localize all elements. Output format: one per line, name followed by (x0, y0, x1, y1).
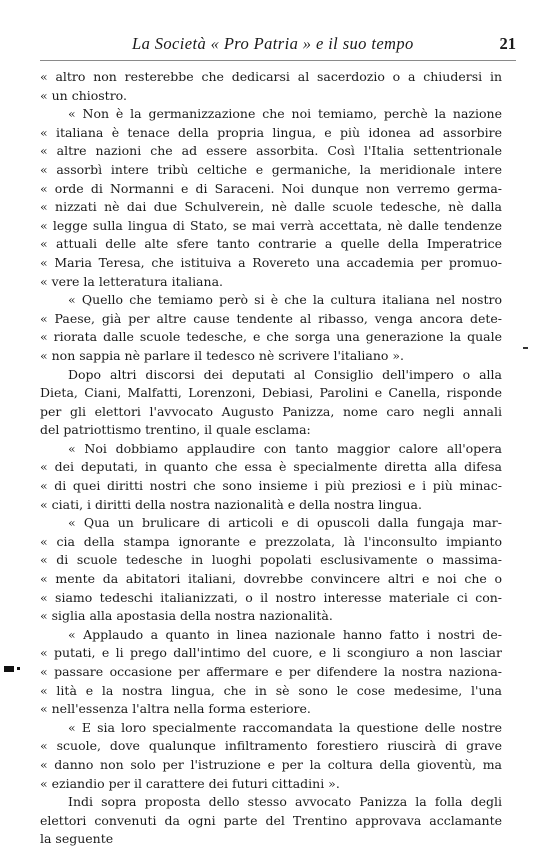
text-line: « altre nazioni che ad essere assorbita. Così l'Italia settentrionale (40, 143, 502, 159)
text-line: la seguente (40, 831, 114, 847)
scan-speck (523, 347, 528, 349)
scan-speck (17, 667, 20, 670)
text-line: « Paese, già per altre cause tendente al ribasso, venga ancora dete- (40, 310, 502, 326)
text-line: « di scuole tedesche in luoghi popolati esclusivamente o massima- (40, 552, 502, 568)
text-line: elettori convenuti da ogni parte del Trentino approvava acclamante (40, 812, 502, 828)
body-text (40, 68, 502, 849)
text-line: « non sappia nè parlare il tedesco nè scrivere l'italiano ». (40, 347, 405, 363)
text-line: « mente da abitatori italiani, dovrebbe convincere altri e noi che o (40, 571, 502, 587)
text-line: « putati, e li prego dall'intimo del cuore, e li scongiuro a non lasciar (40, 645, 502, 661)
header-rule (40, 60, 516, 61)
text-line: « lità e la nostra lingua, che in sè sono le cose medesime, l'una (40, 682, 502, 698)
text-line: Dopo altri discorsi dei deputati al Consiglio dell'impero o alla (68, 366, 502, 382)
text-line: « nell'essenza l'altra nella forma esteriore. (40, 701, 311, 717)
text-line: « eziandio per il carattere dei futuri cittadini ». (40, 775, 340, 791)
running-title: La Società « Pro Patria » e il suo tempo (132, 34, 414, 53)
text-line: « italiana è tenace della propria lingua, e più idonea ad assorbire (40, 124, 502, 140)
text-line: « Noi dobbiamo applaudire con tanto maggior calore all'opera (68, 440, 502, 456)
page-number: 21 (499, 34, 516, 53)
text-line: « cia della stampa ignorante e prezzolata, là l'inconsulto impianto (40, 533, 502, 549)
text-line: Indi sopra proposta dello stesso avvocato Panizza la folla degli (68, 794, 502, 810)
text-line: per gli elettori l'avvocato Augusto Panizza, nome caro negli annali (40, 403, 502, 419)
running-header (40, 34, 516, 56)
text-line: « assorbì intere tribù celtiche e germaniche, la meridionale intere (40, 161, 502, 177)
text-line: « siamo tedeschi italianizzati, o il nostro interesse materiale ci con- (40, 589, 502, 605)
text-line: « Maria Teresa, che istituiva a Rovereto una accademia per promuo- (40, 254, 502, 270)
text-line: « orde di Normanni e di Saraceni. Noi dunque non verremo germa- (40, 180, 502, 196)
text-line: « Non è la germanizzazione che noi temiamo, perchè la nazione (68, 106, 502, 122)
text-line: « altro non resterebbe che dedicarsi al sacerdozio o a chiudersi in (40, 69, 502, 84)
text-line: « legge sulla lingua di Stato, se mai verrà accettata, nè dalle tendenze (40, 217, 502, 233)
text-line: « dei deputati, in quanto che essa è specialmente diretta alla difesa (40, 459, 502, 475)
text-line: del patriottismo trentino, il quale esclama: (40, 422, 311, 438)
text-line: « riorata dalle scuole tedesche, e che sorga una generazione la quale (40, 329, 502, 345)
text-line: « vere la letteratura italiana. (40, 273, 223, 289)
text-line: « Qua un brulicare di articoli e di opuscoli dalla fungaja mar- (68, 515, 502, 531)
text-line: « danno non solo per l'istruzione e per la coltura della gioventù, ma (40, 756, 502, 772)
text-line: « scuole, dove qualunque infiltramento forestiero riuscirà di grave (40, 738, 502, 754)
text-line: « passare occasione per affermare e per difendere la nostra naziona- (40, 664, 502, 679)
text-line: « attuali delle alte sfere tanto contrarie a quelle della Imperatrice (40, 236, 502, 252)
text-line: « Quello che temiamo però si è che la cultura italiana nel nostro (68, 292, 502, 308)
text-line: « Applaudo a quanto in linea nazionale hanno fatto i nostri de- (68, 626, 502, 642)
text-line: « siglia alla apostasia della nostra nazionalità. (40, 608, 333, 624)
text-line: « E sia loro specialmente raccomandata la questione delle nostre (68, 719, 502, 735)
text-line: « di quei diritti nostri che sono insieme i più preziosi e i più minac- (40, 478, 502, 494)
text-line: Dieta, Ciani, Malfatti, Lorenzoni, Debiasi, Parolini e Canella, risponde (40, 385, 502, 401)
text-line: « ciati, i diritti della nostra nazionalità e della nostra lingua. (40, 496, 422, 512)
text-line: « nizzati nè dai due Schulverein, nè dalle scuole tedesche, nè dalla (40, 199, 502, 215)
text-line: « un chiostro. (40, 87, 127, 103)
scan-speck (4, 666, 14, 672)
